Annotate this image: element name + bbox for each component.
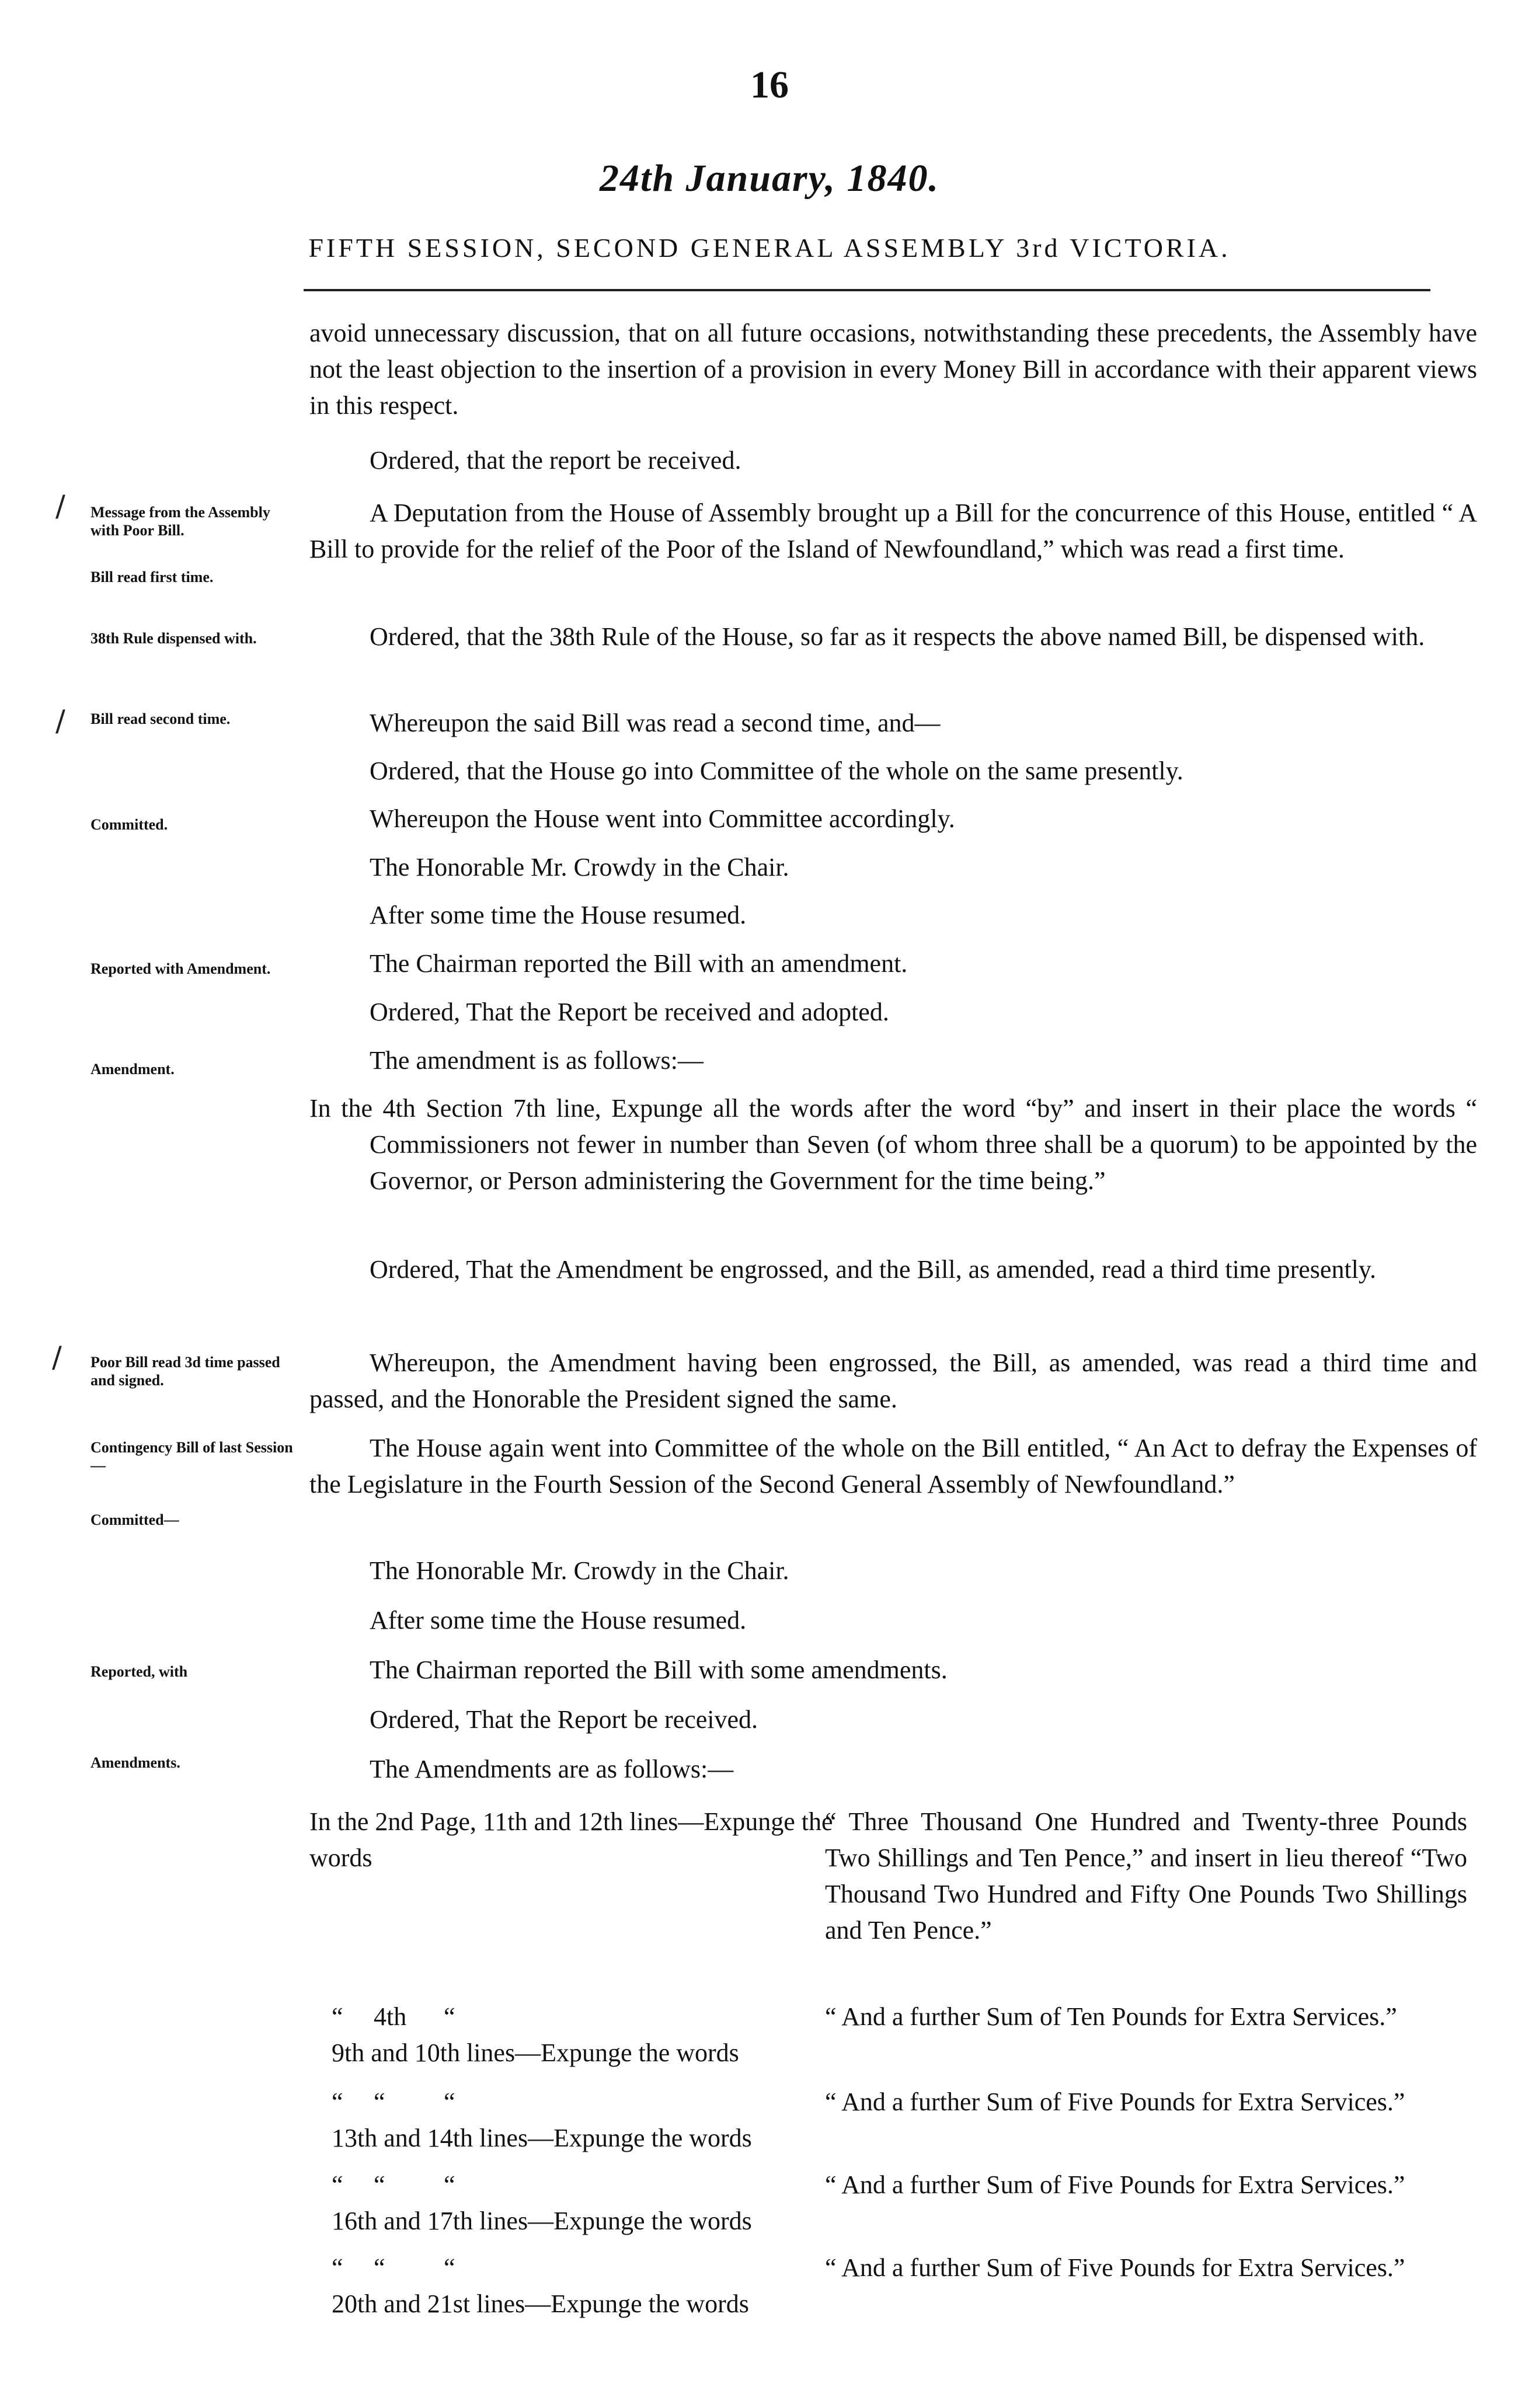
paragraph-report-continuation: avoid unnecessary discussion, that on all future occasions, notwithstanding these precedents, the Assembly have not the least objection to the insertion of a provision in every Money Bill in accordance with their apparent views in this respect. <box>309 319 1477 420</box>
amendment-text: “ And a further Sum of Five Pounds for Extra Services.” <box>825 2170 1405 2199</box>
paragraph-report-adopted: Ordered, That the Report be received and adopted. <box>370 998 889 1026</box>
margin-note-reported: Reported with Amendment. <box>90 960 271 977</box>
paragraph-resumed-2: After some time the House resumed. <box>370 1606 747 1635</box>
margin-note-first-reading: Bill read first time. <box>90 569 214 586</box>
session-date: 24th January, 1840. <box>600 157 939 200</box>
margin-note-third-reading: / Poor Bill read 3d time passed and signed. <box>52 1340 280 1389</box>
paragraph-rule-dispensed: Ordered, that the 38th Rule of the House, so far as it respects the above named Bill, be dispensed with. <box>370 622 1425 651</box>
paragraph-chair: The Honorable Mr. Crowdy in the Chair. <box>370 853 789 881</box>
header-rule <box>304 289 1430 291</box>
margin-note-amendment: Amendment. <box>90 1061 175 1078</box>
paragraph-chairman-report-2: The Chairman reported the Bill with some amendments. <box>370 1656 948 1684</box>
amendment-text-1: “ Three Thousand One Hundred and Twenty-three Pounds Two Shillings and Ten Pence,” and insert in lieu thereof “Two Thousand Two Hundred and Fifty One Pounds Two Shillings and Ten Pence.” <box>825 1807 1467 1944</box>
amendment-text: “ And a further Sum of Ten Pounds for Extra Services.” <box>825 2002 1397 2031</box>
margin-note-reported-2: Reported, with <box>90 1663 188 1680</box>
paragraph-committee: Whereupon the House went into Committee accordingly. <box>370 804 955 833</box>
margin-note-committed: Committed. <box>90 816 168 833</box>
margin-note-rule-dispensed: 38th Rule dispensed with. <box>90 630 257 647</box>
amendment-row: “ 4th “9th and 10th lines—Expunge the words <box>332 2002 739 2067</box>
margin-note-amendments: Amendments. <box>90 1754 180 1771</box>
margin-note-contingency-bill: Contingency Bill of last Session— <box>90 1439 293 1474</box>
amendment-lead: In the 2nd Page, 11th and 12th lines—Expunge the words <box>309 1807 833 1872</box>
session-title: FIFTH SESSION, SECOND GENERAL ASSEMBLY 3rd VICTORIA. <box>308 233 1231 263</box>
amendment-text: “ And a further Sum of Five Pounds for Extra Services.” <box>825 2088 1405 2116</box>
paragraph-poor-bill-deputation: A Deputation from the House of Assembly brought up a Bill for the concurrence of this House, entitled “ A Bill to provide for the relief of the Poor of the Island of Newfoundland,” which was read a first time. <box>309 499 1477 563</box>
paragraph-report-received: Ordered, that the report be received. <box>370 446 741 475</box>
pencil-mark: / <box>55 489 65 523</box>
paragraph-amendment-intro: The amendment is as follows:— <box>370 1046 704 1075</box>
amendment-text: “ And a further Sum of Five Pounds for Extra Services.” <box>825 2253 1405 2282</box>
amendment-row: “ “ “13th and 14th lines—Expunge the words <box>332 2088 752 2152</box>
paragraph-chair-2: The Honorable Mr. Crowdy in the Chair. <box>370 1556 789 1585</box>
paragraph-chairman-report: The Chairman reported the Bill with an amendment. <box>370 949 908 978</box>
paragraph-committee-order: Ordered, that the House go into Committee of the whole on the same presently. <box>370 757 1183 785</box>
paragraph-amendment-text: In the 4th Section 7th line, Expunge all the words after the word “by” and insert in their place the words “ Commissioners not fewer in number than Seven (of whom three shall be a quorum) to be appointed by the Governor, or Person administering the Government for the time being.” <box>309 1094 1477 1195</box>
margin-note-second-reading: / Bill read second time. <box>55 704 231 738</box>
paragraph-contingency-committee: The House again went into Committee of the whole on the Bill entitled, “ An Act to defray the Expenses of the Legislature in the Fourth Session of the Second General Assembly of Newfoundland.” <box>309 1434 1477 1499</box>
margin-note-committed-2: Committed— <box>90 1511 179 1528</box>
paragraph-second-reading: Whereupon the said Bill was read a second time, and— <box>370 709 941 737</box>
paragraph-engrossed: Ordered, That the Amendment be engrossed, and the Bill, as amended, read a third time presently. <box>370 1255 1377 1284</box>
paragraph-third-reading: Whereupon, the Amendment having been engrossed, the Bill, as amended, was read a third time and passed, and the Honorable the President signed the same. <box>309 1348 1477 1413</box>
amendment-row: “ “ “16th and 17th lines—Expunge the words <box>332 2170 752 2235</box>
page-number: 16 <box>750 64 789 106</box>
pencil-mark: / <box>52 1340 62 1374</box>
paragraph-report-received-2: Ordered, That the Report be received. <box>370 1705 758 1734</box>
paragraph-amendments-intro: The Amendments are as follows:— <box>370 1755 734 1783</box>
pencil-mark: / <box>55 704 65 738</box>
amendment-row: “ “ “20th and 21st lines—Expunge the words <box>332 2253 749 2318</box>
margin-note-message: / Message from the Assembly with Poor Bill. <box>55 489 270 539</box>
paragraph-resumed: After some time the House resumed. <box>370 901 747 929</box>
